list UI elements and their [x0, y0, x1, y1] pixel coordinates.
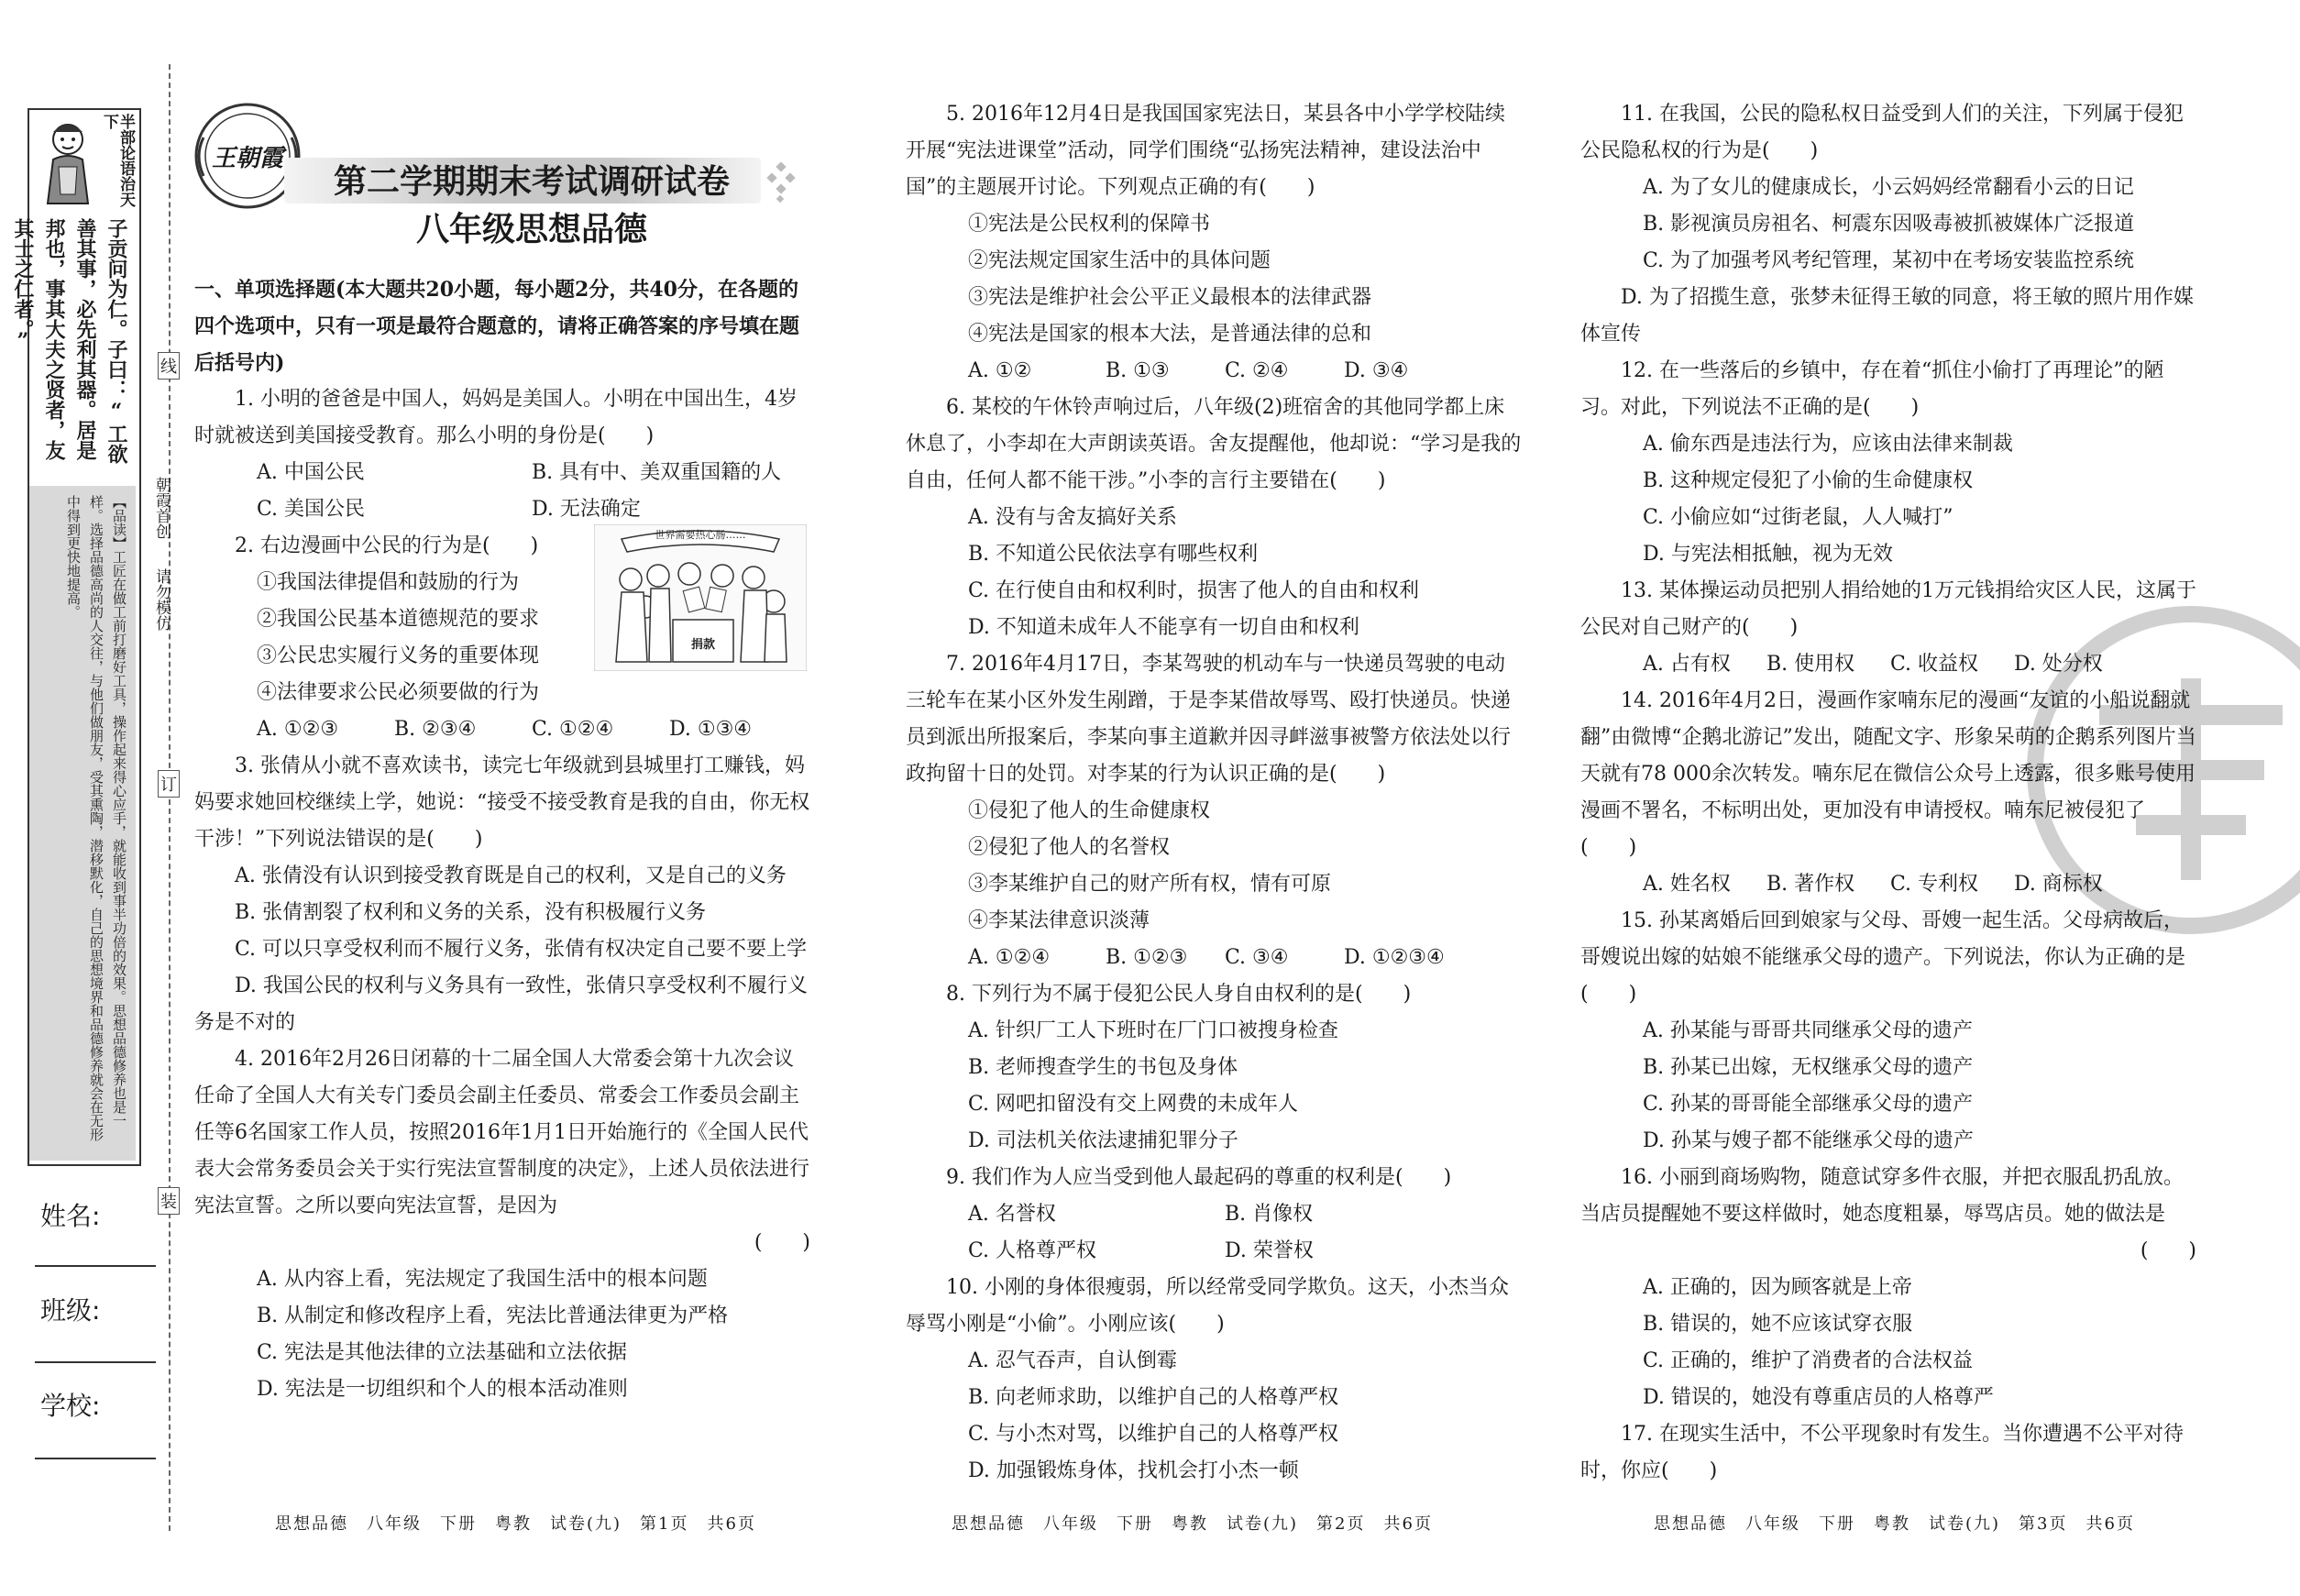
- option[interactable]: C. 美国公民: [257, 498, 366, 521]
- q3-option[interactable]: D. 我国公民的权利与义务具有一致性，张倩只享受权利不履行义务是不对的: [194, 974, 808, 1034]
- logo-text: 王朝霞: [211, 145, 283, 172]
- question-1: 1. 小明的爸爸是中国人，妈妈是美国人。小明在中国出生，4岁时就被送到美国接受教育。那么小明的身份是( ): [194, 388, 798, 447]
- motto-title: 半部论语治天下: [100, 114, 135, 207]
- option[interactable]: C. 专利权: [1890, 873, 1979, 896]
- page3-column: [1580, 96, 2196, 1490]
- q11-option[interactable]: B. 影视演员房祖名、柯震东因吸毒被抓被媒体广泛报道: [1643, 213, 2135, 236]
- q9-options-row2: [906, 1233, 1522, 1270]
- option[interactable]: B. 具有中、美双重国籍的人: [532, 461, 782, 484]
- q7-item: ④李某法律意识淡薄: [968, 909, 1150, 932]
- q8-option[interactable]: B. 老师搜查学生的书包及身体: [968, 1056, 1238, 1079]
- option[interactable]: A. ①②: [968, 359, 1032, 382]
- q16-option[interactable]: D. 错误的，她没有尊重店员的人格尊严: [1643, 1386, 1994, 1409]
- q2-options: [194, 711, 810, 748]
- cut-mark-zhuang: 装: [158, 1187, 180, 1215]
- question-4: 4. 2016年2月26日闭幕的十二届全国人大常委会第十九次会议任命了全国人大有关专门委员会副主任委员、常委会工作委员会副主任等6名国家工作人员，按照2016年1月1日开始施行的《全国人民代表大会常务委员会关于实行宪法宣誓制度的决定》，上述人员依法进行宪法宣誓。之所以要向宪法宣誓，是因为: [194, 1048, 810, 1217]
- option[interactable]: D. 处分权: [2014, 653, 2103, 676]
- q11-option[interactable]: C. 为了加强考风考纪管理，某初中在考场安装监控系统: [1643, 249, 2135, 272]
- option[interactable]: C. 收益权: [1890, 653, 1979, 676]
- question-14: 14. 2016年4月2日，漫画作家喃东尼的漫画“友谊的小船说翻就翻”由微博“企鹅北游记”发出，随配文字、形象呆萌的企鹅系列图片当天就有78 000余次转发。喃东尼在微信公众号上透露，很多账号使用漫画不署名，不标明出处，更加没有申请授权。喃东尼被侵犯了( ): [1580, 689, 2196, 859]
- question-9: 9. 我们作为人应当受到他人最起码的尊重的权利是( ): [946, 1166, 1452, 1189]
- q6-option[interactable]: A. 没有与舍友搞好关系: [968, 506, 1177, 529]
- option[interactable]: D. ①②③④: [1344, 946, 1445, 969]
- q10-option[interactable]: B. 向老师求助，以维护自己的人格尊严权: [968, 1386, 1339, 1409]
- option[interactable]: B. ①③: [1106, 359, 1170, 382]
- cut-mark-xian: 线: [158, 352, 180, 380]
- q6-option[interactable]: D. 不知道未成年人不能享有一切自由和权利: [968, 616, 1359, 639]
- section-heading: 一、单项选择题(本大题共20小题，每小题2分，共40分，在各题的四个选项中，只有一项是最符合题意的，请将正确答案的序号填在题后括号内): [194, 278, 800, 375]
- question-10: 10. 小刚的身体很瘦弱，所以经常受同学欺负。这天，小杰当众辱骂小刚是“小偷”。小刚应该( ): [906, 1276, 1509, 1336]
- q4-option[interactable]: C. 宪法是其他法律的立法基础和立法依据: [257, 1341, 628, 1364]
- q5-item: ②宪法规定国家生活中的具体问题: [968, 249, 1271, 272]
- page2-column: [906, 96, 1522, 1490]
- q2-item: ②我国公民基本道德规范的要求: [257, 608, 540, 631]
- q3-option[interactable]: C. 可以只享受权利而不履行义务，张倩有权决定自己要不要上学: [235, 938, 808, 961]
- q3-option[interactable]: B. 张倩割裂了权利和义务的关系，没有积极履行义务: [235, 901, 707, 924]
- exam-title: 第二学期期末考试调研试卷: [333, 163, 730, 201]
- q11-option[interactable]: D. 为了招揽生意，张梦未征得王敏的同意，将王敏的照片用作媒体宣传: [1580, 286, 2194, 346]
- q6-option[interactable]: B. 不知道公民依法享有哪些权利: [968, 543, 1259, 566]
- q4-answer-paren: ( ): [754, 1231, 810, 1254]
- option[interactable]: B. ②③④: [394, 718, 477, 741]
- sidebar-quote: 子贡问为仁。子曰：“工欲善其事，必先利其器。居是邦也，事其大夫之贤者，友其士之仁者。”: [11, 218, 128, 464]
- option[interactable]: B. 使用权: [1766, 653, 1855, 676]
- q13-options: [1580, 646, 2196, 683]
- q12-option[interactable]: C. 小偷应如“过街老鼠，人人喊打”: [1643, 506, 1953, 529]
- option[interactable]: C. ②④: [1225, 359, 1289, 382]
- option[interactable]: D. 荣誉权: [1225, 1239, 1314, 1262]
- q15-option[interactable]: A. 孙某能与哥哥共同继承父母的遗产: [1643, 1019, 1973, 1042]
- option[interactable]: C. ①②④: [532, 718, 614, 741]
- question-15: 15. 孙某离婚后回到娘家与父母、哥嫂一起生活。父母病故后，哥嫂说出嫁的姑娘不能继承父母的遗产。下列说法，你认为正确的是( ): [1580, 909, 2186, 1006]
- question-13: 13. 某体操运动员把别人捐给她的1万元钱捐给灾区人民，这属于公民对自己财产的( ): [1580, 579, 2196, 639]
- q6-option[interactable]: C. 在行使自由和权利时，损害了他人的自由和权利: [968, 579, 1420, 602]
- q4-option[interactable]: D. 宪法是一切组织和个人的根本活动准则: [257, 1378, 628, 1401]
- q15-option[interactable]: B. 孙某已出嫁，无权继承父母的遗产: [1643, 1056, 1974, 1079]
- q1-options-row1: [194, 455, 810, 491]
- q4-option[interactable]: B. 从制定和修改程序上看，宪法比普通法律更为严格: [257, 1304, 729, 1327]
- q14-options: [1580, 866, 2196, 903]
- donation-cartoon: [594, 524, 807, 671]
- q7-item: ①侵犯了他人的生命健康权: [968, 799, 1211, 822]
- q2-item: ③公民忠实履行义务的重要体现: [257, 644, 540, 667]
- q3-option[interactable]: A. 张倩没有认识到接受教育既是自己的权利，又是自己的义务: [235, 864, 787, 887]
- question-12: 12. 在一些落后的乡镇中，存在着“抓住小偷打了再理论”的陋习。对此，下列说法不正确的是( ): [1580, 359, 2164, 419]
- q10-option[interactable]: D. 加强锻炼身体，找机会打小杰一顿: [968, 1459, 1299, 1482]
- option[interactable]: B. 肖像权: [1225, 1203, 1314, 1226]
- question-8: 8. 下列行为不属于侵犯公民人身自由权利的是( ): [946, 983, 1412, 1006]
- school-field[interactable]: [35, 1458, 156, 1459]
- option[interactable]: D. 商标权: [2014, 873, 2103, 896]
- q5-item: ③宪法是维护社会公平正义最根本的法律武器: [968, 286, 1372, 309]
- q12-option[interactable]: A. 偷东西是违法行为，应该由法律来制裁: [1643, 433, 2013, 456]
- question-17: 17. 在现实生活中，不公平现象时有发生。当你遭遇不公平对待时，你应( ): [1580, 1423, 2184, 1482]
- question-2: 2. 右边漫画中公民的行为是( ): [235, 534, 539, 557]
- q16-option[interactable]: B. 错误的，她不应该试穿衣服: [1643, 1313, 1913, 1336]
- option[interactable]: A. 占有权: [1643, 653, 1731, 676]
- page1-column: [194, 271, 810, 1408]
- question-16: 16. 小丽到商场购物，随意试穿多件衣服，并把衣服乱扔乱放。当店员提醒她不要这样做时，她态度粗暴，辱骂店员。她的做法是: [1580, 1166, 2184, 1226]
- cartoon-banner: 世界需要热心肠……: [655, 529, 746, 541]
- cut-mark-ding: 订: [158, 770, 180, 798]
- page2-footer: 思想品德 八年级 下册 粤教 试卷(九) 第2页 共6页: [952, 1514, 1433, 1534]
- q5-item: ①宪法是公民权利的保障书: [968, 213, 1211, 236]
- q5-item: ④宪法是国家的根本大法，是普通法律的总和: [968, 323, 1372, 346]
- question-6: 6. 某校的午休铃声响过后，八年级(2)班宿舍的其他同学都上床休息了，小李却在大声朗读英语。舍友提醒他，他却说：“学习是我的自由，任何人都不能干涉。”小李的言行主要错在( ): [906, 396, 1522, 492]
- title-diamonds: [761, 161, 803, 207]
- page3-footer: 思想品德 八年级 下册 粤教 试卷(九) 第3页 共6页: [1654, 1514, 2135, 1534]
- q7-options: [906, 940, 1522, 976]
- question-11: 11. 在我国，公民的隐私权日益受到人们的关注，下列属于侵犯公民隐私权的行为是( ): [1580, 103, 2184, 162]
- q15-option[interactable]: C. 孙某的哥哥能全部继承父母的遗产: [1643, 1093, 1974, 1116]
- vertical-note-1: 朝霞首创: [152, 477, 171, 539]
- school-label: 学校:: [40, 1391, 101, 1421]
- binding-line: [169, 64, 171, 1531]
- question-3: 3. 张倩从小就不喜欢读书，读完七年级就到县城里打工赚钱，妈妈要求她回校继续上学，她说：“接受不接受教育是我的自由，你无权干涉！”下列说法错误的是( ): [194, 754, 810, 851]
- q5-options: [906, 353, 1522, 390]
- option[interactable]: C. ③④: [1225, 946, 1289, 969]
- question-5: 5. 2016年12月4日是我国国家宪法日，某县各中小学学校陆续开展“宪法进课堂”活动，同学们围绕“弘扬宪法精神，建设法治中国”的主题展开讨论。下列观点正确的有( ): [906, 103, 1505, 199]
- option[interactable]: C. 人格尊严权: [968, 1239, 1097, 1262]
- question-7: 7. 2016年4月17日，李某驾驶的机动车与一快递员驾驶的电动三轮车在某小区外发生剐蹭，于是李某借故辱骂、殴打快递员。快递员到派出所报案后，李某向事主道歉并因寻衅滋事被警方依法处以行政拘留十日的处罚。对李某的行为认识正确的是( ): [906, 653, 1512, 786]
- q11-option[interactable]: A. 为了女儿的健康成长，小云妈妈经常翻看小云的日记: [1643, 176, 2134, 199]
- q12-option[interactable]: B. 这种规定侵犯了小偷的生命健康权: [1643, 469, 1974, 492]
- q7-item: ③李某维护自己的财产所有权，情有可原: [968, 873, 1332, 896]
- q4-option[interactable]: A. 从内容上看，宪法规定了我国生活中的根本问题: [257, 1268, 708, 1291]
- q12-option[interactable]: D. 与宪法相抵触，视为无效: [1643, 543, 1893, 566]
- q10-option[interactable]: C. 与小杰对骂，以维护自己的人格尊严权: [968, 1423, 1339, 1446]
- option[interactable]: A. ①②④: [968, 946, 1051, 969]
- class-field[interactable]: [35, 1361, 156, 1363]
- option[interactable]: D. ③④: [1344, 359, 1409, 382]
- option[interactable]: B. 著作权: [1766, 873, 1855, 896]
- option[interactable]: A. 名誉权: [968, 1203, 1056, 1226]
- q2-item: ①我国法律提倡和鼓励的行为: [257, 571, 520, 594]
- option[interactable]: A. 中国公民: [257, 461, 365, 484]
- q15-option[interactable]: D. 孙某与嫂子都不能继承父母的遗产: [1643, 1129, 1974, 1152]
- q1-options-row2: [194, 491, 810, 528]
- q10-option[interactable]: A. 忍气吞声，自认倒霉: [968, 1349, 1177, 1372]
- q8-option[interactable]: A. 针织厂工人下班时在厂门口被搜身检查: [968, 1019, 1338, 1042]
- exam-subtitle: 八年级思想品德: [415, 211, 647, 248]
- q7-item: ②侵犯了他人的名誉权: [968, 836, 1171, 859]
- cartoon-box-label: 捐款: [690, 638, 715, 652]
- sage-portrait: [35, 112, 101, 207]
- sidebar-commentary: 【品读】工匠在做工前打磨好工具，操作起来得心应手，就能收到事半功倍的效果。思想品德修养也是一样。选择品德高尚的人交往，与他们做朋友，受其熏陶，潜移默化，自己的思想境界和品德修养就会在无形中得到更快地提高。: [65, 495, 127, 1141]
- option[interactable]: D. 无法确定: [532, 498, 641, 521]
- name-field[interactable]: [35, 1265, 156, 1267]
- q16-option[interactable]: C. 正确的，维护了消费者的合法权益: [1643, 1349, 1974, 1372]
- q16-option[interactable]: A. 正确的，因为顾客就是上帝: [1643, 1276, 1912, 1299]
- option[interactable]: A. ①②③: [257, 718, 339, 741]
- q2-item: ④法律要求公民必须要做的行为: [257, 681, 540, 704]
- q9-options-row1: [906, 1196, 1522, 1233]
- page1-footer: 思想品德 八年级 下册 粤教 试卷(九) 第1页 共6页: [275, 1514, 756, 1534]
- name-label: 姓名:: [40, 1201, 101, 1231]
- class-label: 班级:: [40, 1295, 101, 1326]
- q8-option[interactable]: D. 司法机关依法逮捕犯罪分子: [968, 1129, 1238, 1152]
- vertical-note-2: 请勿模仿: [152, 568, 171, 631]
- q8-option[interactable]: C. 网吧扣留没有交上网费的未成年人: [968, 1093, 1299, 1116]
- q16-answer-paren: ( ): [2140, 1239, 2196, 1262]
- option[interactable]: B. ①②③: [1106, 946, 1188, 969]
- option[interactable]: D. ①③④: [669, 718, 753, 741]
- option[interactable]: A. 姓名权: [1643, 873, 1731, 896]
